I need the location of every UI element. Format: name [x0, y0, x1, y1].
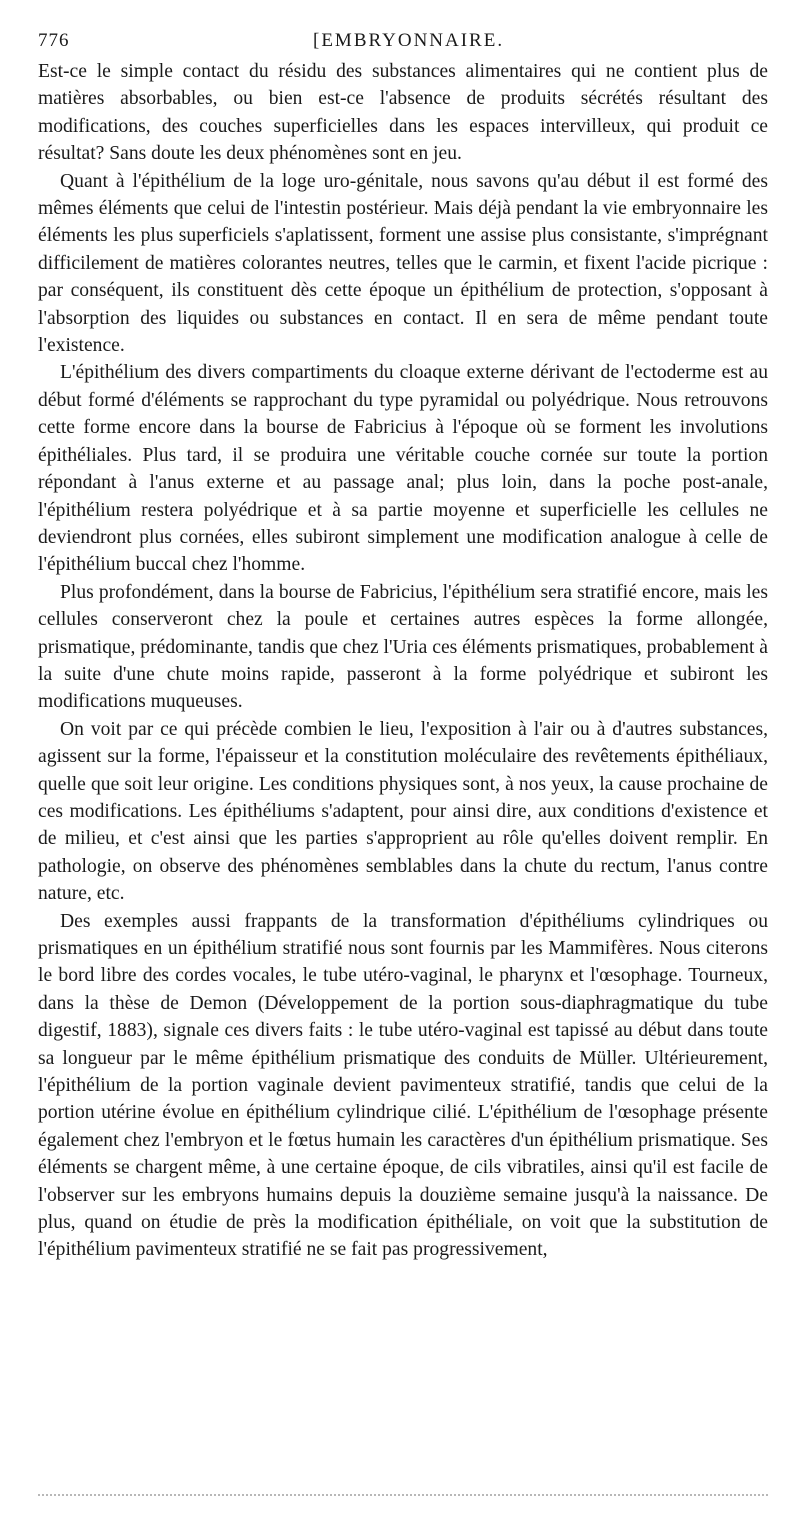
paragraph: Plus profondément, dans la bourse de Fabricius, l'épithélium sera stratifié encore, mais les cellules conserveront chez la poule et certaines autres espèces la forme allongée, prismatique, prédominante, tandis que chez l'Uria ces éléments prismatiques, probablement à la suite d'une chute moins rapide, passeront à la forme polyédrique et subiront les modifications muqueuses.: [38, 581, 768, 713]
paragraph: L'épithélium des divers compartiments du cloaque externe dérivant de l'ectoderme est au début formé d'éléments se rapprochant du type pyramidal ou polyédrique. Nous retrouvons cette forme encore dans la bourse de Fabricius à l'époque où se forment les involutions épithéliales. Plus tard, il se produira une véritable couche cornée sur toute la portion répondant à l'anus externe et au passage anal; plus loin, dans la poche post-anale, l'épithélium restera polyédrique et à sa partie moyenne et superficielle les cellules ne deviendront plus cornées, elles subiront simplement une modification analogue à celle de l'épithélium buccal chez l'homme.: [38, 362, 768, 576]
body-text: [38, 58, 768, 1264]
running-head: [EMBRYONNAIRE.: [313, 30, 505, 51]
paragraph: Des exemples aussi frappants de la transformation d'épithéliums cylindriques ou prismatiques en un épithélium stratifié nous sont fournis par les Mammifères. Nous citerons le bord libre des cordes vocales, le tube utéro-vaginal, le pharynx et l'œsophage. Tourneux, dans la thèse de Demon (Développement de la portion sous-diaphragmatique du tube digestif, 1883), signale ces divers faits : le tube utéro-vaginal est tapissé au début dans toute sa longueur par le même épithélium prismatique des conduits de Müller. Ultérieurement, l'épithélium de la portion vaginale devient pavimenteux stratifié, tandis que celui de la portion utérine évolue en épithélium cylindrique cilié. L'épithélium de l'œsophage présente également chez l'embryon et le fœtus humain les caractères d'un épithélium prismatique. Ses éléments se chargent même, à une certaine époque, de cils vibratiles, ainsi qu'il est facile de l'observer sur les embryons humains depuis la douzième semaine jusqu'à la naissance. De plus, quand on étudie de près la modification épithéliale, on voit que la substitution de l'épithélium pavimenteux stratifié ne se fait pas progressivement,: [38, 910, 768, 1261]
paragraph: On voit par ce qui précède combien le lieu, l'exposition à l'air ou à d'autres substances, agissent sur la forme, l'épaisseur et la constitution moléculaire des revêtements épithéliaux, quelle que soit leur origine. Les conditions physiques sont, à nos yeux, la cause prochaine de ces modifications. Les épithéliums s'adaptent, pour ainsi dire, aux conditions d'existence et de milieu, et c'est ainsi que les parties s'approprient au rôle qu'elles doivent remplir. En pathologie, on observe des phénomènes semblables dans la chute du rectum, l'anus contre nature, etc.: [38, 718, 768, 905]
paragraph: Est-ce le simple contact du résidu des substances alimentaires qui ne contient plus de matières absorbables, ou bien est-ce l'absence de produits sécrétés résultant des modifications, des couches superficielles dans les espaces intervilleux, qui produit ce résultat? Sans doute les deux phénomènes sont en jeu.: [38, 61, 768, 165]
page-header: [38, 26, 768, 58]
paragraph: Quant à l'épithélium de la loge uro-génitale, nous savons qu'au début il est formé des mêmes éléments que celui de l'intestin postérieur. Mais déjà pendant la vie embryonnaire les éléments les plus superficiels s'aplatissent, forment une assise plus consistante, s'imprégnant difficilement de matières colorantes neutres, telles que le carmin, et fixent l'acide picrique : par conséquent, ils constituent dès cette époque un épithélium de protection, s'opposant à l'absorption des liquides ou substances en contact. Il en sera de même pendant toute l'existence.: [38, 170, 768, 357]
book-page: [38, 26, 768, 1264]
footer-rule: [38, 1494, 768, 1496]
page-number: 776: [38, 30, 70, 51]
